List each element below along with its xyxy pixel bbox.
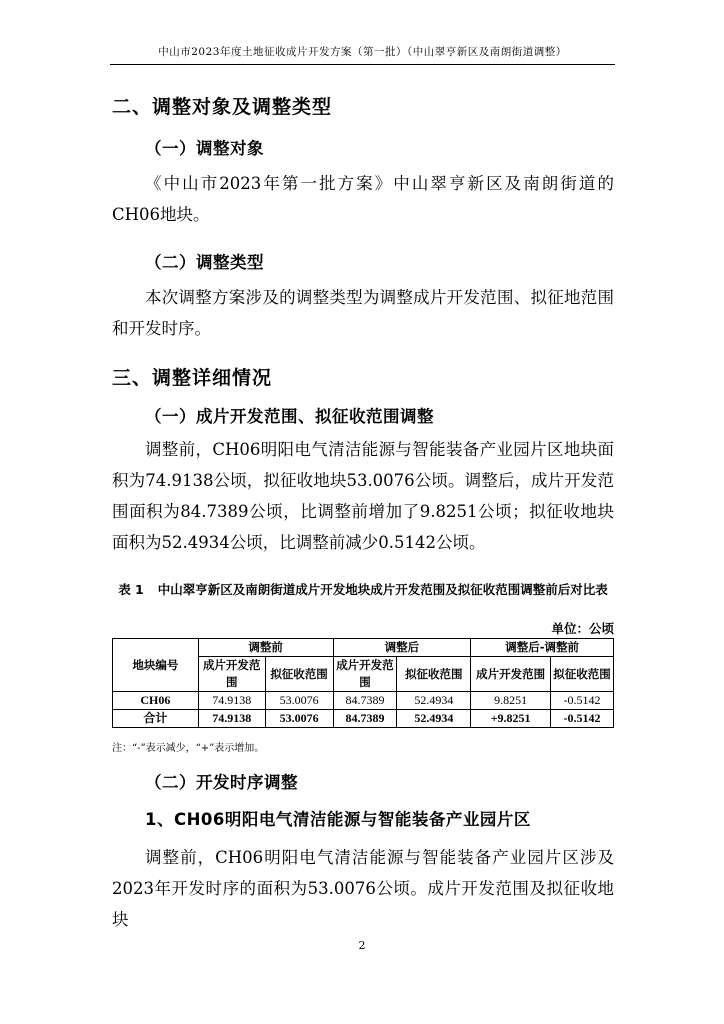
col-header-after-dev: 成片开发范围	[333, 657, 397, 692]
page-number: 2	[358, 939, 366, 952]
cell-diff-exp: -0.5142	[551, 710, 614, 728]
cell-after-dev: 84.7389	[333, 710, 397, 728]
col-group-before: 调整前	[198, 639, 333, 657]
cell-diff-dev: 9.8251	[471, 692, 551, 710]
section-3-1-text: 调整前，CH06明阳电气清洁能源与智能装备产业园片区地块面积为74.9138公顷，拟征收地块53.0076公顷。调整后，成片开发范围面积为84.7389公顷，比调整前增加了9.8251公顷；拟征收地块面积为52.4934公顷，比调整前减少0.5142公顷。	[112, 440, 614, 552]
cell-before-exp: 53.0076	[265, 692, 333, 710]
col-header-id: 地块编号	[113, 639, 199, 692]
cell-id: CH06	[113, 692, 199, 710]
section-3-2-item-1-heading: 1、CH06明阳电气清洁能源与智能装备产业园片区	[145, 810, 531, 829]
col-header-before-dev: 成片开发范围	[198, 657, 265, 692]
cell-diff-exp: -0.5142	[551, 692, 614, 710]
col-group-after: 调整后	[333, 639, 471, 657]
cell-diff-dev: +9.8251	[471, 710, 551, 728]
section-2-2-heading: （二）调整类型	[145, 253, 264, 272]
cell-before-dev: 74.9138	[198, 710, 265, 728]
comparison-table	[112, 638, 614, 728]
table-row	[113, 692, 614, 710]
col-header-before-exp: 拟征收范围	[265, 657, 333, 692]
section-2-1-heading: （一）调整对象	[145, 139, 264, 158]
header-divider	[110, 64, 615, 65]
cell-after-exp: 52.4934	[397, 710, 471, 728]
section-2-2-text: 本次调整方案涉及的调整类型为调整成片开发范围、拟征地范围和开发时序。	[112, 288, 614, 338]
col-header-diff-dev: 成片开发范围	[471, 657, 551, 692]
section-3-2-heading: （二）开发时序调整	[145, 773, 298, 792]
table-unit: 单位：公顷	[551, 621, 614, 636]
col-header-after-exp: 拟征收范围	[397, 657, 471, 692]
section-3-heading: 三、调整详细情况	[112, 367, 273, 389]
section-2-1-text: 《中山市2023年第一批方案》中山翠亨新区及南朗街道的CH06地块。	[112, 174, 614, 224]
table-caption-number: 表 1	[118, 582, 144, 597]
cell-id: 合计	[113, 710, 199, 728]
section-3-1-heading: （一）成片开发范围、拟征收范围调整	[145, 407, 434, 426]
section-2-heading: 二、调整对象及调整类型	[112, 96, 333, 118]
section-3-2-item-1-text: 调整前，CH06明阳电气清洁能源与智能装备产业园片区涉及2023年开发时序的面积为53.0076公顷。成片开发范围及拟征收地块	[112, 848, 614, 929]
cell-after-exp: 52.4934	[397, 692, 471, 710]
col-group-diff: 调整后-调整前	[471, 639, 614, 657]
cell-after-dev: 84.7389	[333, 692, 397, 710]
col-header-diff-exp: 拟征收范围	[551, 657, 614, 692]
table-note: 注：“-”表示减少，“+”表示增加。	[112, 743, 265, 754]
cell-before-exp: 53.0076	[265, 710, 333, 728]
table-caption	[112, 580, 614, 599]
cell-before-dev: 74.9138	[198, 692, 265, 710]
running-header: 中山市2023年度土地征收成片开发方案（第一批）（中山翠亨新区及南朗街道调整）	[158, 46, 567, 58]
table-caption-text: 中山翠亨新区及南朗街道成片开发地块成片开发范围及拟征收范围调整前后对比表	[157, 582, 608, 597]
table-row-total	[113, 710, 614, 728]
